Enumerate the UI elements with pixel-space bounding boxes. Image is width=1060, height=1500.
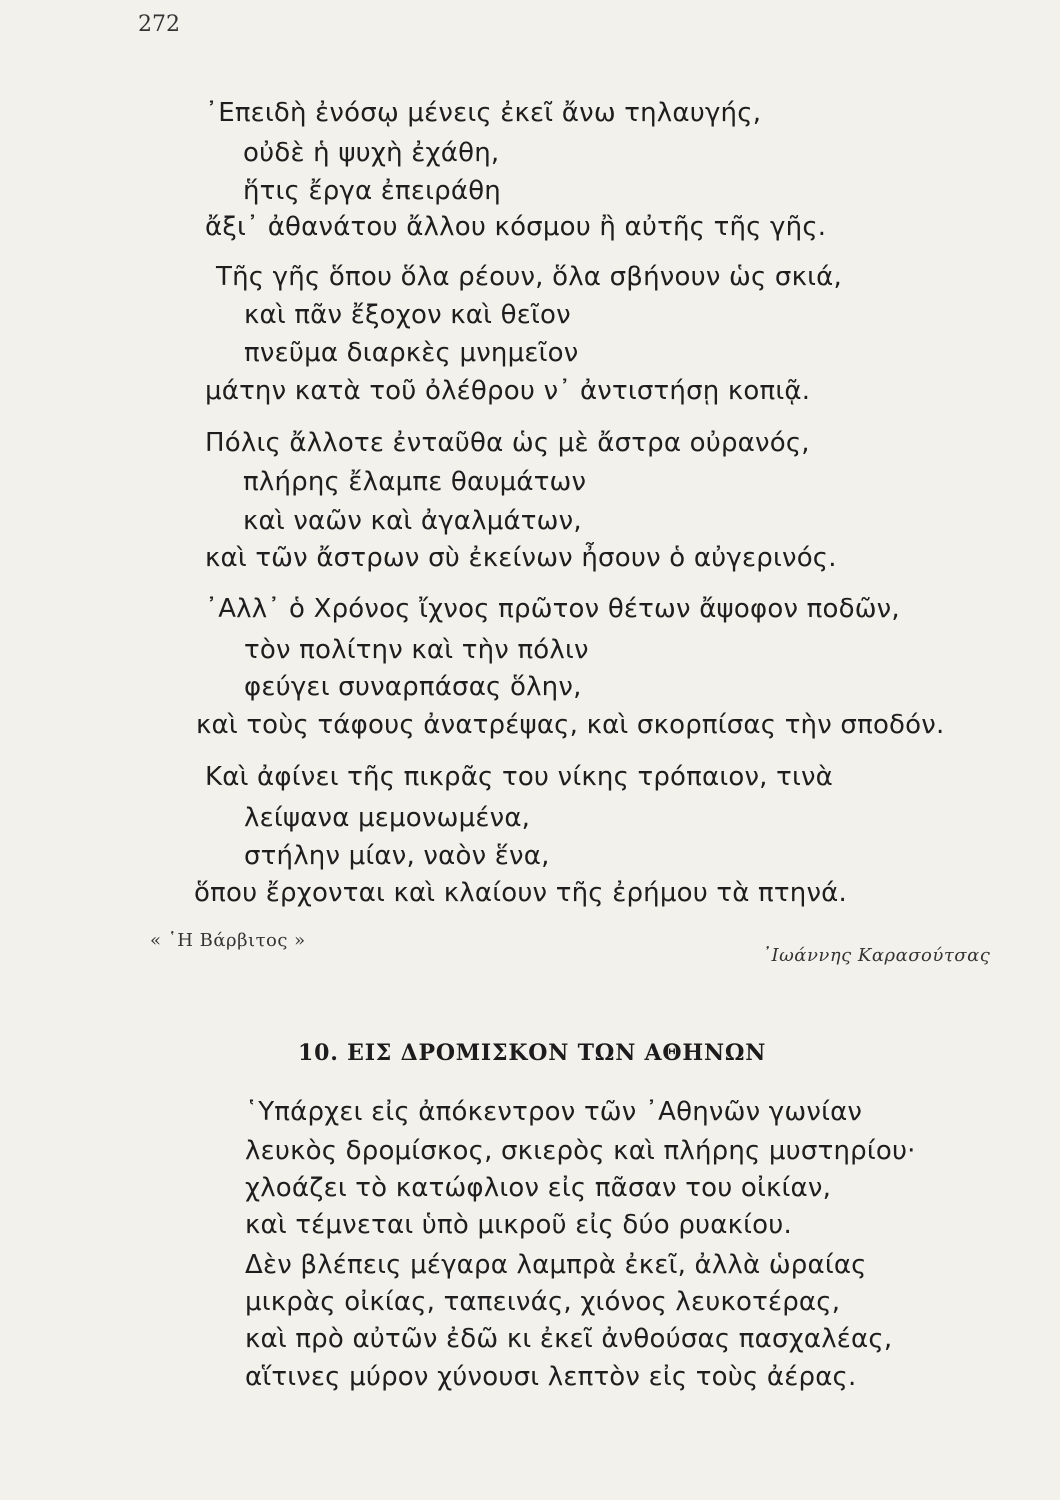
poem-line: φεύγει συναρπάσας ὅλην,	[244, 672, 582, 702]
poem-line: αἵτινες μύρον χύνουσι λεπτὸν εἰς τοὺς ἀέρας.	[245, 1362, 857, 1392]
poem-line: μάτην κατὰ τοῦ ὀλέθρου ν᾿ ἀντιστήσῃ κοπιᾷ.	[205, 376, 811, 406]
poem-line: οὐδὲ ἡ ψυχὴ ἐχάθη,	[243, 138, 500, 168]
poem-line: λείψανα μεμονωμένα,	[244, 803, 531, 833]
poem-line: ῾Υπάρχει εἰς ἀπόκεντρον τῶν ᾿Αθηνῶν γωνίαν	[245, 1097, 863, 1127]
poem-line: καὶ τῶν ἄστρων σὺ ἐκείνων ἦσουν ὁ αὐγερινός.	[205, 543, 837, 573]
poem-line: καὶ πᾶν ἔξοχον καὶ θεῖον	[244, 300, 571, 330]
poem-line: Τῆς γῆς ὅπου ὅλα ρέουν, ὅλα σβήνουν ὡς σκιά,	[216, 262, 842, 292]
poem-line: ᾿Αλλ᾿ ὁ Χρόνος ἴχνος πρῶτον θέτων ἄψοφον ποδῶν,	[205, 594, 900, 624]
poem-line: καὶ ναῶν καὶ ἀγαλμάτων,	[243, 506, 582, 536]
poem-line: τὸν πολίτην καὶ τὴν πόλιν	[244, 635, 589, 665]
poem-line: Πόλις ἄλλοτε ἐνταῦθα ὡς μὲ ἄστρα οὐρανός,	[205, 428, 810, 458]
poem-line: καὶ τέμνεται ὑπὸ μικροῦ εἰς δύο ρυακίου.	[245, 1210, 792, 1240]
poem-line: Καὶ ἀφίνει τῆς πικρᾶς του νίκης τρόπαιον, τινὰ	[205, 762, 834, 792]
poem-line: στήλην μίαν, ναὸν ἕνα,	[244, 841, 550, 871]
poem-author: ᾿Ιωάννης Καρασούτσας	[762, 945, 991, 966]
poem-line: χλοάζει τὸ κατώφλιον εἰς πᾶσαν του οἰκίαν,	[245, 1173, 832, 1203]
section-title: 10. ΕΙΣ ΔΡΟΜΙΣΚΟΝ ΤΩΝ ΑΘΗΝΩΝ	[298, 1040, 767, 1066]
poem-source: « ῾Η Βάρβιτος »	[150, 930, 306, 951]
poem-line: πλήρης ἔλαμπε θαυμάτων	[243, 467, 587, 497]
poem-line: ἥτις ἔργα ἐπειράθη	[243, 176, 501, 206]
poem-line: ὅπου ἔρχονται καὶ κλαίουν τῆς ἐρήμου τὰ πτηνά.	[194, 878, 847, 908]
poem-line: ἄξι᾿ ἀθανάτου ἄλλου κόσμου ἢ αὐτῆς τῆς γῆς.	[205, 212, 827, 242]
poem-line: λευκὸς δρομίσκος, σκιερὸς καὶ πλήρης μυστηρίου·	[245, 1136, 916, 1166]
poem-line: μικρὰς οἰκίας, ταπεινάς, χιόνος λευκοτέρας,	[245, 1287, 841, 1317]
poem-line: καὶ τοὺς τάφους ἀνατρέψας, καὶ σκορπίσας τὴν σποδόν.	[196, 710, 945, 740]
poem-line: Δὲν βλέπεις μέγαρα λαμπρὰ ἐκεῖ, ἀλλὰ ὡραίας	[245, 1250, 867, 1280]
poem-line: καὶ πρὸ αὐτῶν ἐδῶ κι ἐκεῖ ἀνθούσας πασχαλέας,	[245, 1324, 893, 1354]
poem-line: πνεῦμα διαρκὲς μνημεῖον	[244, 338, 579, 368]
page-number: 272	[138, 12, 180, 37]
poem-line: ᾿Επειδὴ ἐνόσῳ μένεις ἐκεῖ ἄνω τηλαυγής,	[205, 98, 762, 128]
